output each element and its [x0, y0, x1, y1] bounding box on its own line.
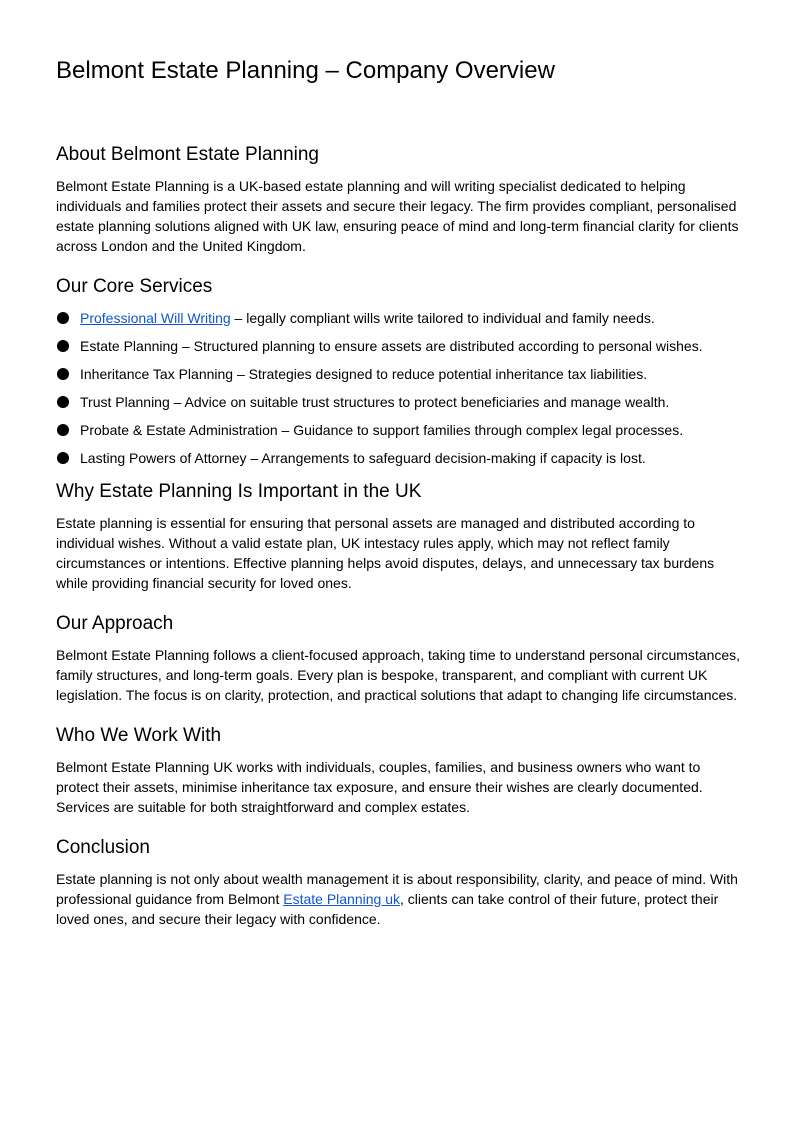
service-item-lasting-powers	[56, 448, 744, 468]
bullet-icon	[57, 424, 69, 436]
service-item-text: Lasting Powers of Attorney – Arrangements to safeguard decision-making if capacity is lost.	[80, 450, 646, 466]
services-list	[56, 308, 744, 468]
service-item-text: Inheritance Tax Planning – Strategies designed to reduce potential inheritance tax liabilities.	[80, 366, 648, 382]
services-heading: Our Core Services	[56, 276, 213, 297]
approach-body: Belmont Estate Planning follows a client-focused approach, taking time to understand personal circumstances, family structures, and long-term goals. Every plan is bespoke, transparent, and compliant with current UK legislation. The focus is on clarity, protection, and practical solutions that adapt to changing life circumstances.	[56, 647, 741, 703]
bullet-icon	[57, 396, 69, 408]
about-section	[56, 143, 744, 256]
service-item-inheritance-tax	[56, 364, 744, 384]
professional-will-writing-link[interactable]: Professional Will Writing	[80, 310, 231, 326]
why-body: Estate planning is essential for ensuring that personal assets are managed and distributed according to individual wishes. Without a valid estate plan, UK intestacy rules apply, which may not reflect family circumstances or intentions. Effective planning helps avoid disputes, delays, and unnecessary tax burdens while providing financial security for loved ones.	[56, 515, 715, 591]
service-item-estate-planning	[56, 336, 744, 356]
service-item-text: – legally compliant wills write tailored to individual and family needs.	[230, 310, 655, 326]
approach-section	[56, 612, 744, 705]
conclusion-text-before: Estate planning is not only about wealth management it is about responsibility, clarity, and peace of mind. With professional guidance from Belmont	[56, 871, 738, 907]
service-item-text: Estate Planning – Structured planning to ensure assets are distributed according to personal wishes.	[80, 338, 703, 354]
who-heading: Who We Work With	[56, 725, 222, 746]
bullet-icon	[57, 368, 69, 380]
why-section	[56, 480, 744, 593]
service-item-will-writing	[56, 308, 744, 328]
service-item-text: Trust Planning – Advice on suitable trust structures to protect beneficiaries and manage wealth.	[80, 394, 670, 410]
bullet-icon	[57, 452, 69, 464]
services-section	[56, 275, 744, 468]
conclusion-heading: Conclusion	[56, 837, 150, 858]
bullet-icon	[57, 340, 69, 352]
conclusion-body	[56, 869, 744, 929]
why-heading: Why Estate Planning Is Important in the UK	[56, 481, 422, 502]
service-item-text: Probate & Estate Administration – Guidance to support families through complex legal processes.	[80, 422, 684, 438]
service-item-probate	[56, 420, 744, 440]
bullet-icon	[57, 312, 69, 324]
service-item-trust-planning	[56, 392, 744, 412]
document-title: Belmont Estate Planning – Company Overview	[56, 57, 555, 84]
about-body: Belmont Estate Planning is a UK-based estate planning and will writing specialist dedicated to helping individuals and families protect their assets and secure their legacy. The firm provides compliant, personalised estate planning solutions aligned with UK law, ensuring peace of mind and long-term financial clarity for clients across London and the United Kingdom.	[56, 178, 739, 254]
who-body: Belmont Estate Planning UK works with individuals, couples, families, and business owners who want to protect their assets, minimise inheritance tax exposure, and ensure their wishes are clearly documented. Services are suitable for both straightforward and complex estates.	[56, 759, 703, 815]
approach-heading: Our Approach	[56, 613, 174, 634]
estate-planning-uk-link[interactable]: Estate Planning uk	[283, 891, 400, 907]
who-section	[56, 724, 744, 817]
conclusion-section	[56, 836, 744, 929]
conclusion-text-after: , clients can take control of their future, protect their loved ones, and secure their legacy with confidence.	[56, 891, 719, 927]
about-heading: About Belmont Estate Planning	[56, 144, 320, 165]
